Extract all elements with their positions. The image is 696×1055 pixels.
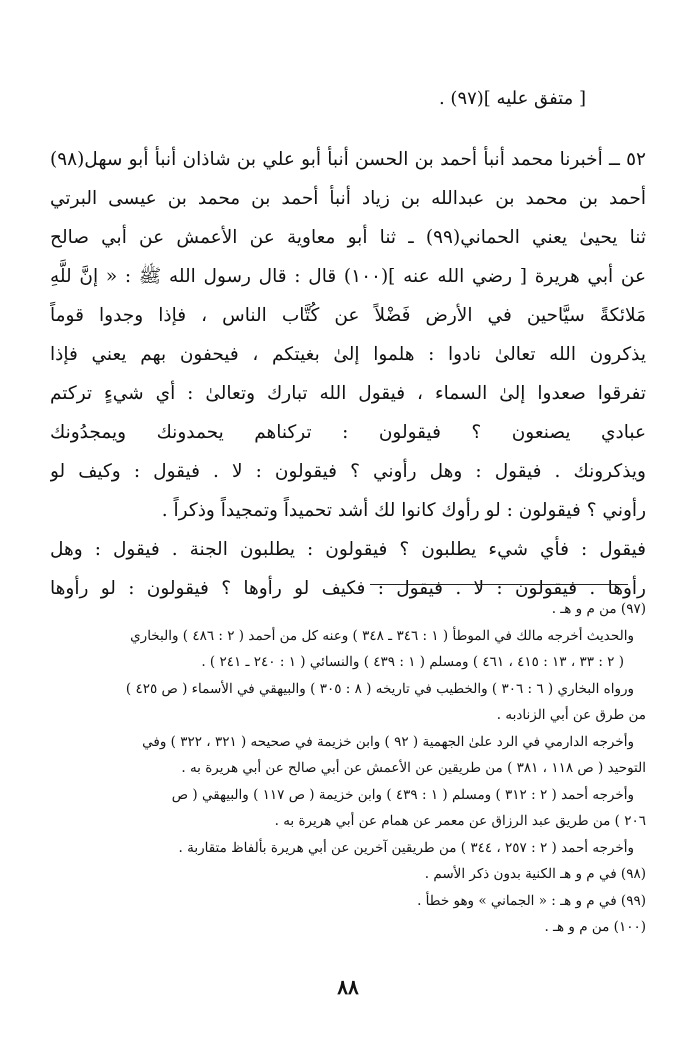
main-line: ثنا يحيىٰ يعني الحماني(٩٩) ـ ثنا أبو معاوية عن الأعمش عن أبي صالح (50, 227, 646, 248)
footnote-line: التوحيد ( ص ١١٨ ، ٣٨١ ) من طريقين عن الأعمش عن أبي صالح عن أبي هريرة به . (181, 760, 646, 776)
footnote-line: (٩٧) من م و هـ . (551, 601, 646, 617)
main-line: رأوها . فيقولون : لا . فيقول : فكيف لو رأوها ؟ فيقولون : لو رأوها (50, 578, 646, 599)
top-line: [ متفق عليه ](٩٧) . (438, 88, 586, 109)
main-line: أحمد بن محمد بن عبدالله بن زياد أنبأ أحمد بن محمد بن عيسى البرتي (50, 188, 646, 209)
main-line: تفرقوا صعدوا إلىٰ السماء ، فيقول الله تبارك وتعالىٰ : أي شيءٍ تركتم (50, 383, 646, 404)
main-line: عبادي يصنعون ؟ فيقولون : تركناهم يحمدونك ويمجدُونك (50, 422, 646, 443)
footnote-line: ( ٢ : ٣٣ ، ١٣ : ٤١٥ ، ٤٦١ ) ومسلم ( ١ : ٤٣٩ ) والنسائي ( ١ : ٢٤٠ ـ ٢٤١ ) . (201, 654, 624, 670)
footnote-line: وأخرجه أحمد ( ٢ : ٢٥٧ ، ٣٤٤ ) من طريقين آخرين عن أبي هريرة بألفاظ متقاربة . (178, 839, 634, 856)
footnote-line: وأخرجه أحمد ( ٢ : ٣١٢ ) ومسلم ( ١ : ٤٣٩ ) وابن خزيمة ( ص ١١٧ ) والبيهقي ( ص (171, 786, 634, 803)
footnote-line: ٢٠٦ ) من طريق عبد الرزاق عن معمر عن همام عن أبي هريرة به . (274, 813, 646, 829)
main-line: مَلائكةً سيَّاحين في الأرض فَضْلاً عن كُتَّاب الناس ، فإذا وجدوا قوماً (50, 305, 646, 326)
footnotes (50, 596, 646, 941)
main-line: ويذكرونك . فيقول : وهل رأوني ؟ فيقولون : لا . فيقول : وكيف لو (50, 461, 646, 482)
footnote-line: من طرق عن أبي الزنادبه . (496, 707, 646, 723)
main-line: رأوني ؟ فيقولون : لو رأوك كانوا لك أشد تحميداً وتمجيداً وذكراً . (161, 500, 646, 521)
main-line: فيقول : فأي شيء يطلبون ؟ فيقولون : يطلبون الجنة . فيقول : وهل (50, 539, 646, 560)
main-line: ٥٢ ــ أخبرنا محمد أنبأ أحمد بن الحسن أنبأ أبو علي بن شاذان أنبأ أبو سهل(٩٨) (50, 149, 646, 170)
footnote-line: (٩٨) في م و هـ الكنية بدون ذكر الأسم . (424, 866, 646, 882)
footnote-line: وأخرجه الدارمي في الرد علىٰ الجهمية ( ٩٢ ) وابن خزيمة في صحيحه ( ٣٢١ ، ٣٢٢ ) وفي (142, 733, 634, 750)
footnote-divider (370, 584, 628, 585)
footnote-line: (٩٩) في م و هـ : « الجماني » وهو خطأ . (417, 892, 646, 909)
main-line: يذكرون الله تعالىٰ نادوا : هلموا إلىٰ بغيتكم ، فيحفون بهم يعني فإذا (50, 344, 646, 365)
footnote-line: (١٠٠) من م و هـ . (544, 919, 646, 935)
footnote-line: ورواه البخاري ( ٦ : ٣٠٦ ) والخطيب في تاريخه ( ٨ : ٣٠٥ ) والبيهقي في الأسماء ( ص ٤٢٥ ) (125, 680, 634, 697)
main-line: عن أبي هريرة [ رضي الله عنه ](١٠٠) قال : قال رسول الله ﷺ : « إنَّ للَّهِ (50, 266, 646, 287)
page-number: ٨٨ (337, 975, 359, 999)
footnote-line: والحديث أخرجه مالك في الموطأ ( ١ : ٣٤٦ ـ ٣٤٨ ) وعنه كل من أحمد ( ٢ : ٤٨٦ ) والبخاري (130, 627, 634, 644)
main-text (50, 140, 646, 608)
